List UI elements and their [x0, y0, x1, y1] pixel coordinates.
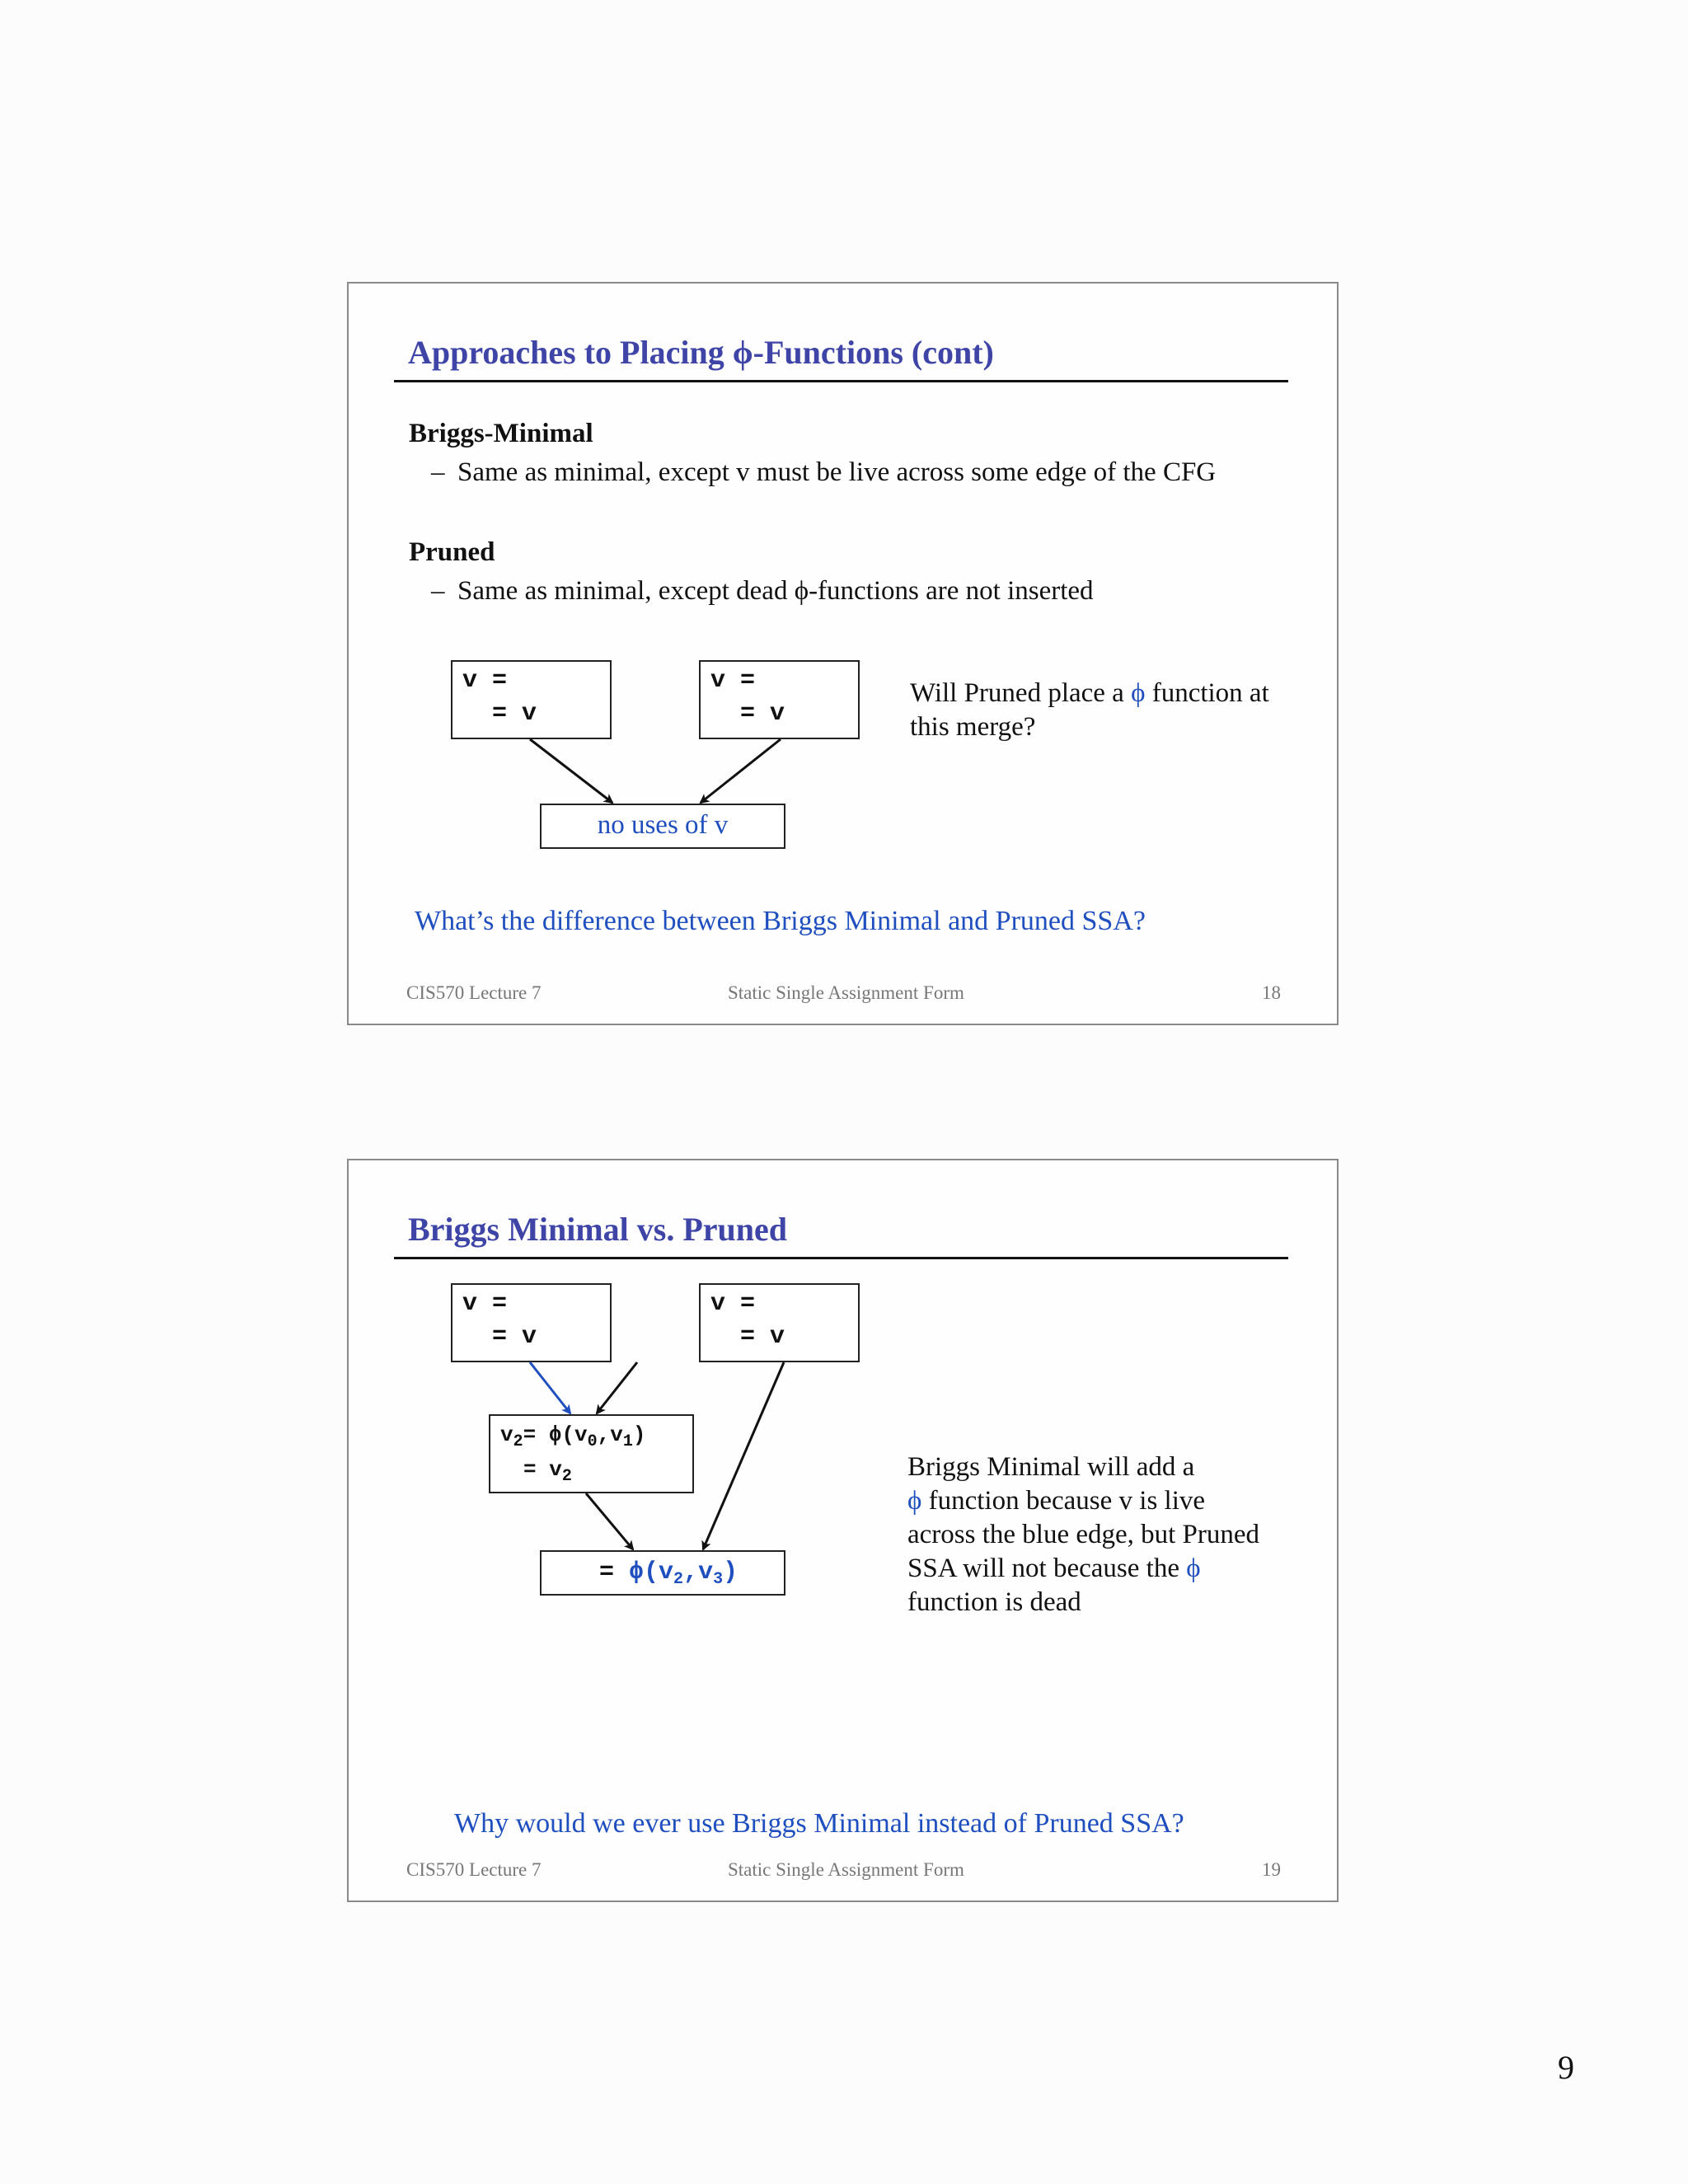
bullet-dash: – [431, 457, 445, 487]
slide-question: What’s the difference between Briggs Minimal and Pruned SSA? [415, 906, 1146, 936]
footer-slide-number: 18 [1262, 982, 1281, 1003]
block-def-line: v = [710, 667, 756, 695]
footer-topic: Static Single Assignment Form [728, 982, 964, 1003]
note-line: ϕ function because v is live [907, 1486, 1206, 1516]
bullet-text: Same as minimal, except dead ϕ-functions are not inserted [457, 576, 1094, 606]
note-line: Briggs Minimal will add a [907, 1452, 1195, 1482]
edge-right-to-merge [703, 1362, 784, 1549]
phi-definition-line: $v_2= \phi(v_0,v_1)$ [500, 1422, 646, 1451]
block-def-line: v = [462, 667, 508, 695]
edge-left-to-phi-blue [530, 1362, 570, 1413]
footer-slide-number: 19 [1262, 1859, 1281, 1880]
block-use-line: = v [462, 1323, 537, 1351]
phi-symbol: ϕ [1186, 1554, 1201, 1583]
block-use-line: = v [462, 700, 537, 728]
page-number: 9 [1558, 2049, 1574, 2086]
merge-block-text: no uses of v [597, 810, 729, 840]
footer-course: CIS570 Lecture 7 [406, 1859, 542, 1880]
merge-question-note [910, 677, 1297, 744]
section-heading-pruned: Pruned [409, 537, 495, 567]
note-line: SSA will not because the ϕ [907, 1554, 1201, 1583]
edge-phi-to-merge [586, 1493, 633, 1549]
slide-19 [347, 1159, 1339, 1902]
block-use-line: = v [710, 1323, 785, 1351]
edge-right-to-merge [701, 739, 781, 803]
section-heading-briggs-minimal: Briggs-Minimal [409, 419, 593, 448]
footer-topic: Static Single Assignment Form [728, 1859, 964, 1880]
slide-18 [347, 282, 1339, 1025]
explanation-note [907, 1451, 1303, 1619]
slide-title: Briggs Minimal vs. Pruned [408, 1211, 788, 1248]
merge-phi-line: = $\phi(v_2,v_3)$ [599, 1558, 738, 1589]
block-def-line: v = [710, 1290, 756, 1318]
note-line: function is dead [907, 1587, 1081, 1617]
edge-left-to-merge [530, 739, 612, 803]
bullet-dash: – [431, 576, 445, 606]
block-use-line: = v [710, 700, 785, 728]
note-line: across the blue edge, but Pruned [907, 1520, 1260, 1549]
edge-incoming-to-phi [597, 1362, 637, 1413]
footer-course: CIS570 Lecture 7 [406, 982, 542, 1003]
block-def-line: v = [462, 1290, 508, 1318]
phi-use-line: = $v_2$ [523, 1457, 572, 1486]
slide-title: Approaches to Placing ϕ-Functions (cont) [408, 334, 994, 371]
bullet-text: Same as minimal, except v must be live across some edge of the CFG [457, 457, 1217, 487]
phi-symbol: ϕ [907, 1486, 922, 1516]
note-text: Will Pruned place a [910, 678, 1132, 708]
phi-symbol: ϕ [1131, 678, 1146, 708]
slide-question: Why would we ever use Briggs Minimal instead of Pruned SSA? [454, 1808, 1184, 1839]
note-text: function at this merge? [910, 678, 1269, 742]
